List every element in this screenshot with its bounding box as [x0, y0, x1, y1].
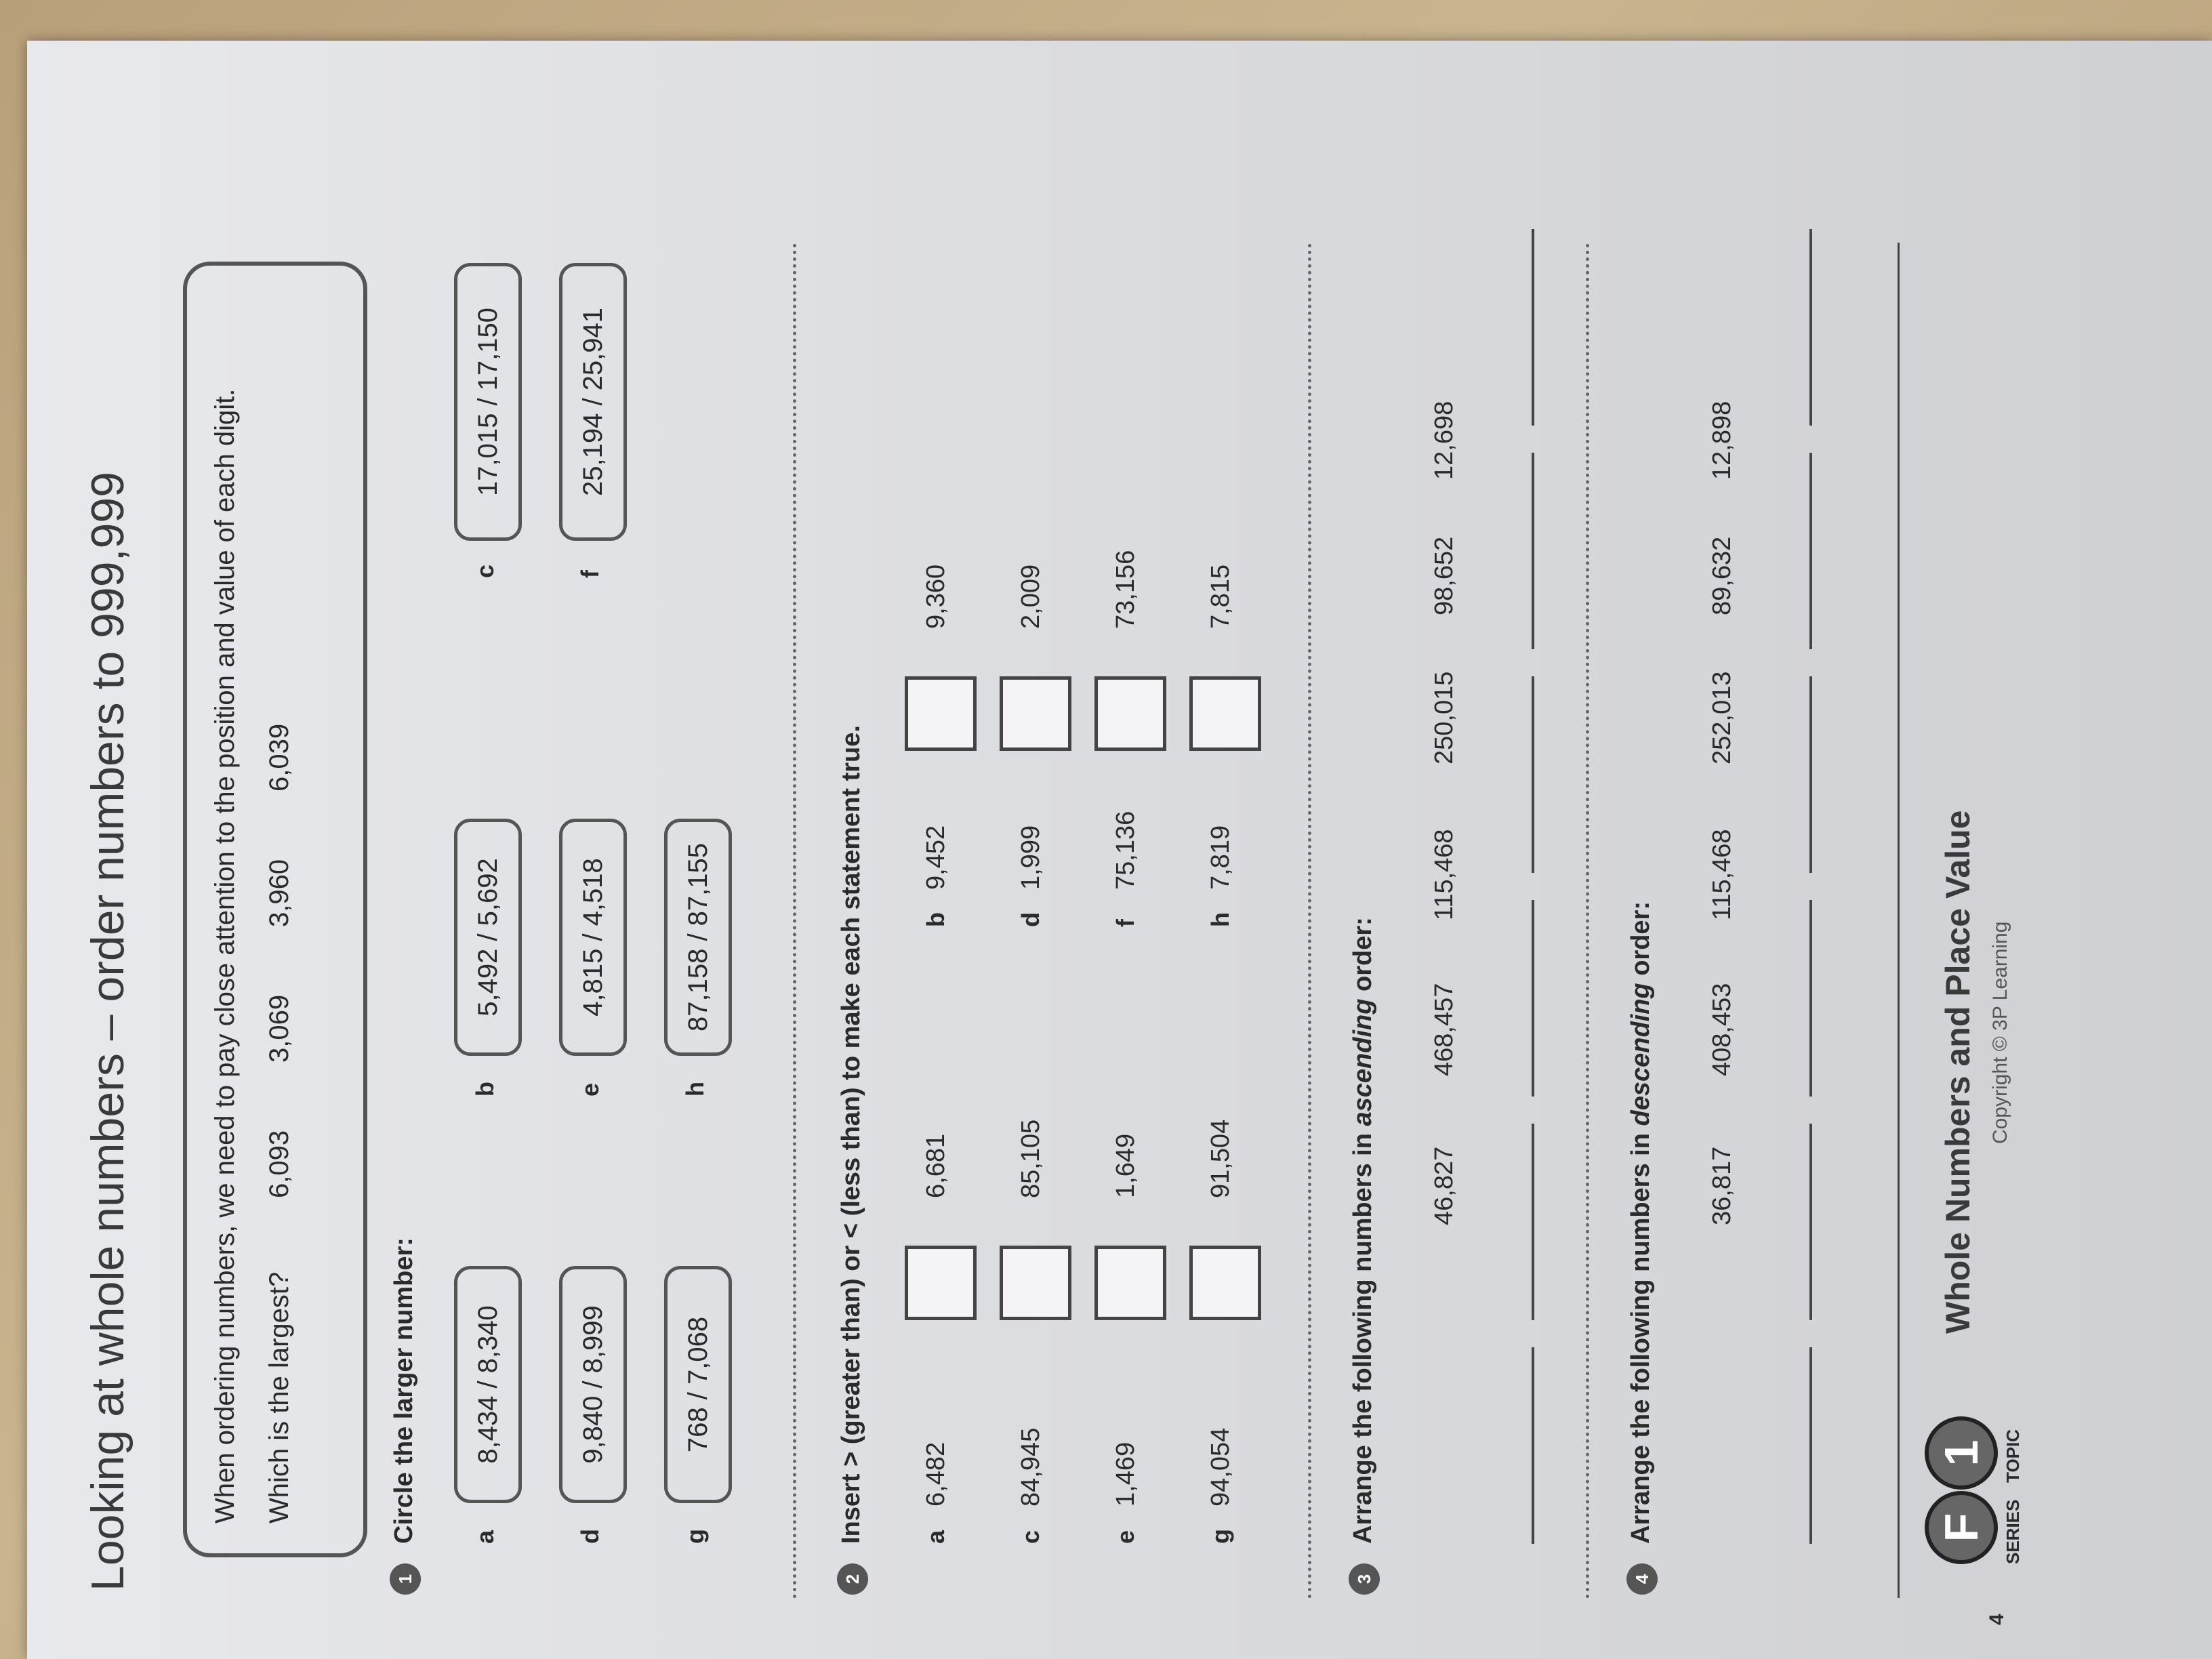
compare-left: 1,469: [1111, 1441, 1140, 1507]
compare-pill[interactable]: 8,434 / 8,340: [454, 1266, 522, 1503]
compare-right: 7,815: [1206, 564, 1235, 629]
answer-line[interactable]: [1532, 229, 1534, 426]
number-to-order: 12,898: [1708, 401, 1736, 480]
compare-left: 94,054: [1206, 1427, 1235, 1507]
item-letter: d: [576, 1529, 604, 1544]
answer-line[interactable]: [1532, 676, 1534, 873]
page-title: Looking at whole numbers – order numbers to 999,999: [82, 472, 134, 1591]
item-letter: e: [576, 1082, 604, 1097]
compare-right: 73,156: [1111, 550, 1140, 629]
question-number: 1: [390, 1563, 421, 1595]
item-letter: c: [1017, 1530, 1044, 1544]
answer-line[interactable]: [1532, 1124, 1534, 1320]
answer-line[interactable]: [1809, 676, 1812, 873]
compare-pill[interactable]: 5,492 / 5,692: [454, 819, 522, 1056]
answer-box[interactable]: [1189, 1246, 1261, 1320]
compare-pill[interactable]: 9,840 / 8,999: [559, 1266, 627, 1503]
compare-left: 7,819: [1206, 825, 1235, 890]
compare-pill[interactable]: 768 / 7,068: [664, 1266, 732, 1503]
compare-right: 91,504: [1206, 1119, 1235, 1198]
compare-right: 1,649: [1111, 1133, 1140, 1198]
item-letter: f: [576, 570, 604, 578]
number-to-order: 250,015: [1430, 671, 1458, 764]
topic-badge: 1: [1925, 1416, 1998, 1490]
compare-right: 85,105: [1017, 1119, 1045, 1198]
answer-line[interactable]: [1809, 229, 1812, 426]
answer-line[interactable]: [1809, 900, 1812, 1097]
item-letter: b: [471, 1082, 499, 1097]
compare-left: 6,482: [922, 1441, 950, 1507]
worksheet-page: [27, 41, 2212, 1659]
answer-line[interactable]: [1532, 453, 1534, 649]
answer-line[interactable]: [1532, 1347, 1534, 1544]
intro-number: 6,093: [264, 1130, 294, 1198]
compare-pill[interactable]: 4,815 / 4,518: [559, 819, 627, 1056]
item-letter: g: [1206, 1529, 1234, 1544]
compare-left: 75,136: [1111, 811, 1140, 890]
number-to-order: 36,817: [1708, 1146, 1736, 1225]
question-number: 2: [837, 1563, 868, 1595]
copyright: Copyright © 3P Learning: [1989, 921, 2011, 1144]
number-to-order: 115,468: [1708, 829, 1736, 920]
section-divider: [1586, 243, 1589, 1598]
compare-left: 9,452: [922, 825, 950, 890]
intro-number: 3,960: [264, 859, 294, 927]
compare-left: 84,945: [1017, 1427, 1045, 1507]
section-divider: [793, 243, 796, 1598]
number-to-order: 89,632: [1708, 536, 1736, 615]
answer-box[interactable]: [905, 1246, 977, 1320]
question-number: 3: [1349, 1563, 1380, 1595]
compare-pill[interactable]: 87,158 / 87,155: [664, 819, 732, 1056]
intro-question: Which is the largest?: [264, 1271, 294, 1523]
item-letter: d: [1017, 912, 1044, 927]
answer-line[interactable]: [1532, 900, 1534, 1097]
footer-title: Whole Numbers and Place Value: [1939, 810, 1977, 1334]
item-letter: f: [1111, 919, 1139, 927]
number-to-order: 468,457: [1430, 983, 1458, 1076]
question-number: 4: [1626, 1563, 1658, 1595]
item-letter: h: [1206, 912, 1234, 927]
intro-text: When ordering numbers, we need to pay close attention to the position and value of each digit.: [210, 388, 240, 1523]
item-letter: g: [681, 1529, 709, 1544]
answer-box[interactable]: [1000, 1246, 1071, 1320]
compare-pill[interactable]: 25,194 / 25,941: [559, 263, 627, 541]
series-badge: F: [1925, 1491, 1998, 1564]
answer-box[interactable]: [905, 676, 977, 751]
answer-box[interactable]: [1094, 676, 1166, 751]
page-number: 4: [1986, 1614, 2008, 1625]
item-letter: h: [681, 1082, 709, 1097]
answer-box[interactable]: [1000, 676, 1071, 751]
compare-right: 2,009: [1017, 564, 1045, 629]
item-letter: e: [1111, 1530, 1139, 1544]
answer-line[interactable]: [1809, 453, 1812, 649]
question-title: Circle the larger number:: [390, 1237, 418, 1544]
question-title: Insert > (greater than) or < (less than) to make each statement true.: [837, 725, 865, 1544]
compare-right: 9,360: [922, 564, 950, 629]
number-to-order: 252,013: [1708, 671, 1736, 764]
item-letter: b: [922, 912, 949, 927]
answer-line[interactable]: [1809, 1124, 1812, 1320]
answer-box[interactable]: [1094, 1246, 1166, 1320]
item-letter: a: [922, 1530, 949, 1544]
section-divider: [1308, 243, 1311, 1598]
item-letter: a: [471, 1530, 499, 1544]
number-to-order: 98,652: [1430, 536, 1458, 615]
item-letter: c: [471, 564, 499, 578]
series-label: SERIES: [2003, 1499, 2023, 1564]
compare-left: 1,999: [1017, 825, 1045, 890]
compare-pill[interactable]: 17,015 / 17,150: [454, 263, 522, 541]
answer-line[interactable]: [1809, 1347, 1812, 1544]
number-to-order: 115,468: [1430, 829, 1458, 920]
intro-number: 6,039: [264, 723, 294, 792]
question-title: Arrange the following numbers in descending order:: [1626, 901, 1655, 1544]
footer-rule: [1898, 243, 1900, 1598]
compare-right: 6,681: [922, 1133, 950, 1198]
answer-box[interactable]: [1189, 676, 1261, 751]
intro-number: 3,069: [264, 994, 294, 1063]
topic-label: TOPIC: [2003, 1429, 2023, 1483]
number-to-order: 12,698: [1430, 401, 1458, 480]
worksheet-paper: [27, 41, 2212, 1659]
number-to-order: 46,827: [1430, 1146, 1458, 1225]
number-to-order: 408,453: [1708, 983, 1736, 1076]
question-title: Arrange the following numbers in ascending order:: [1349, 917, 1377, 1544]
